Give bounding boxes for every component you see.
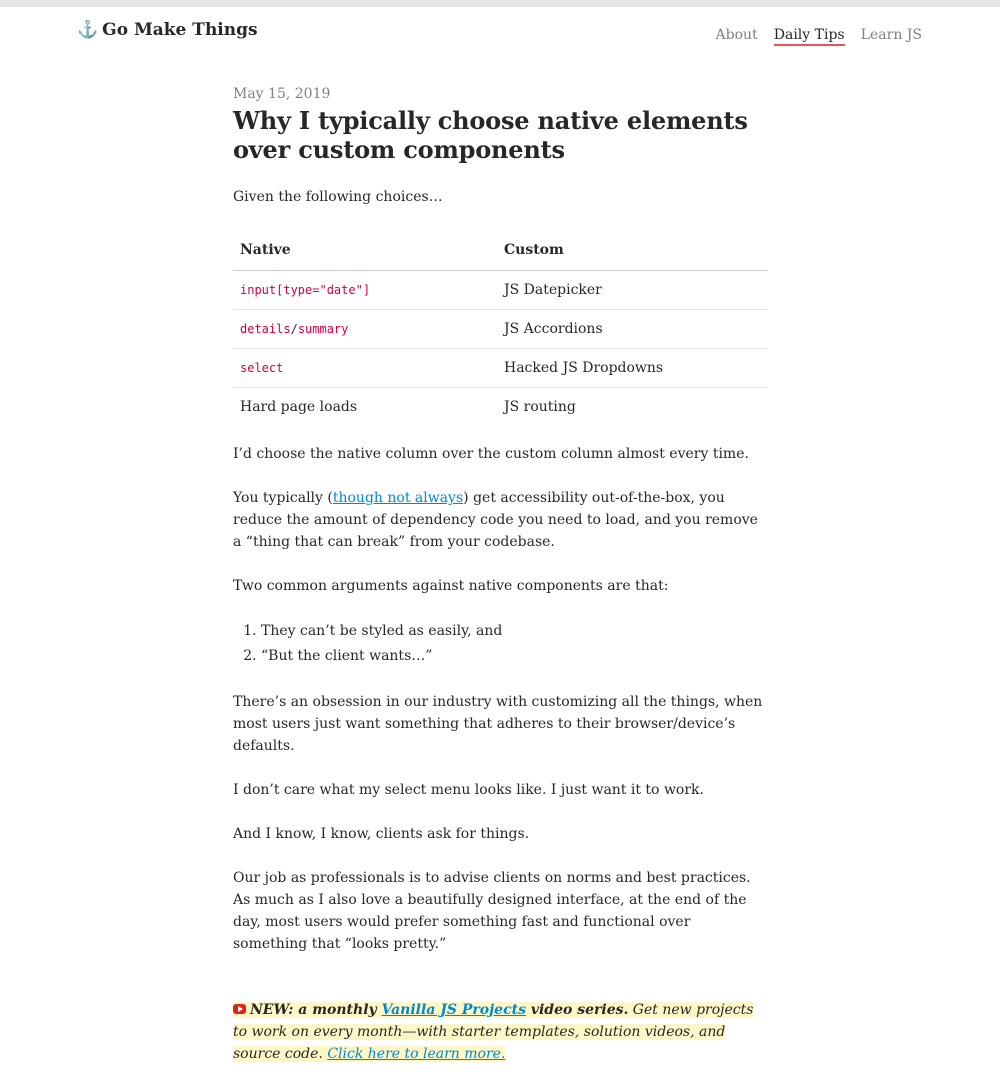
custom-cell: JS Accordions [497,310,768,349]
though-not-always-link[interactable]: though not always [332,490,464,506]
vanilla-js-projects-link[interactable]: Vanilla JS Projects [381,1002,526,1018]
promo-bold-end: video series. [525,1002,629,1018]
code-snippet: input[type="date"] [240,283,371,297]
custom-cell: JS routing [504,399,576,415]
site-header [77,20,922,48]
code-separator: / [290,322,298,336]
list-item: 2. “But the client wants…” [261,644,768,669]
promo-text: Get new projects to work on every month—with starter templates, solution videos, and source code. [233,1002,754,1062]
promo-banner [233,999,768,1065]
site-logo-link[interactable] [77,20,258,40]
main-nav [705,24,923,43]
table-row [233,388,768,427]
promo-highlight [233,1002,753,1062]
paragraph-accessibility [233,487,768,553]
table-row [233,310,768,349]
paragraph-clients: And I know, I know, clients ask for things. [233,826,530,842]
paragraph-obsession: There’s an obsession in our industry with customizing all the things, when most users just want something that adheres to their browser/device’s defaults. [233,694,763,754]
custom-cell: Hacked JS Dropdowns [497,349,768,388]
intro-paragraph: Given the following choices… [233,189,443,205]
table-row [233,271,768,310]
anchor-icon: ⚓ [77,20,99,40]
text-span: ) get accessibility out-of-the-box, you reduce the amount of dependency code you need to load, and you remove a “thing that can break” from your codebase. [233,490,758,550]
code-snippet: select [240,361,284,375]
article [233,84,768,1087]
code-snippet [240,322,348,336]
custom-cell: JS Datepicker [497,271,768,310]
post-date: May 15, 2019 [233,86,331,102]
arguments-list [233,619,768,669]
nav-link-about[interactable]: About [715,27,758,43]
native-cell: Hard page loads [240,399,358,415]
paragraph-native-choice: I’d choose the native column over the custom column almost every time. [233,446,749,462]
code-summary: summary [297,322,349,336]
learn-more-link[interactable]: Click here to learn more. [327,1046,506,1062]
site-logo-text: Go Make Things [102,20,258,40]
nav-link-learn-js[interactable]: Learn JS [860,27,922,43]
youtube-icon [233,1004,246,1014]
post-title: Why I typically choose native elements over custom components [233,106,748,164]
native-cell [233,310,497,349]
column-header-custom: Custom [497,230,768,271]
table-row [233,349,768,388]
paragraph-professionals: Our job as professionals is to advise clients on norms and best practices. As much as I also love a beautifully designed interface, at the end of the day, most users would prefer something fast and functional over something that “looks pretty.” [233,870,751,952]
native-cell [233,271,497,310]
choices-table [233,230,768,426]
nav-link-daily-tips[interactable]: Daily Tips [774,27,845,46]
table-header-row [233,230,768,271]
code-details: details [240,322,291,336]
promo-bold-start: NEW: a monthly [250,1002,382,1018]
text-span: You typically ( [233,490,333,506]
column-header-native: Native [233,230,497,271]
native-cell [233,349,497,388]
paragraph-select-menu: I don’t care what my select menu looks like. I just want it to work. [233,782,704,798]
list-item: 1. They can’t be styled as easily, and [261,619,768,644]
browser-top-strip [0,0,1000,7]
paragraph-arguments: Two common arguments against native components are that: [233,578,669,594]
